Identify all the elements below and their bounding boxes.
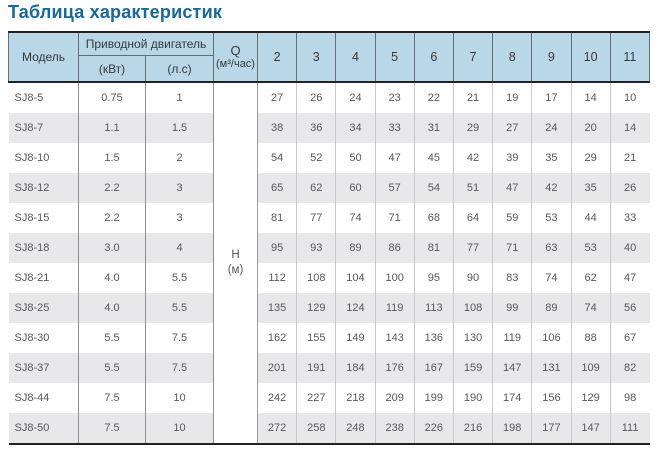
head-value-cell-q9: 17 <box>532 82 571 113</box>
hp-cell: 3 <box>146 203 214 233</box>
table-row-SJ8-7 <box>9 113 650 143</box>
head-value-cell-q3: 108 <box>297 263 336 293</box>
head-value-cell-q5: 23 <box>375 82 414 113</box>
kw-cell: 0.75 <box>79 82 146 113</box>
head-value-cell-q11: 82 <box>610 353 649 383</box>
model-cell: SJ8-25 <box>9 293 79 323</box>
head-value-cell-q10: 44 <box>571 203 610 233</box>
head-value-cell-q6: 226 <box>414 413 453 444</box>
table-header <box>9 32 650 82</box>
characteristics-table <box>8 31 650 445</box>
head-value-cell-q10: 20 <box>571 113 610 143</box>
head-value-cell-q6: 136 <box>414 323 453 353</box>
hp-cell: 4 <box>146 233 214 263</box>
head-value-cell-q11: 111 <box>610 413 649 444</box>
head-value-cell-q6: 81 <box>414 233 453 263</box>
head-value-cell-q5: 47 <box>375 143 414 173</box>
head-value-cell-q4: 60 <box>336 173 375 203</box>
col-header-drive-motor: Приводной двигатель <box>79 32 214 56</box>
head-value-cell-q3: 77 <box>297 203 336 233</box>
head-value-cell-q2: 112 <box>258 263 297 293</box>
col-header-model: Модель <box>9 32 79 82</box>
head-value-cell-q6: 95 <box>414 263 453 293</box>
head-value-cell-q6: 45 <box>414 143 453 173</box>
head-unit: (м) <box>227 264 244 276</box>
kw-cell: 5.5 <box>79 323 146 353</box>
head-value-cell-q11: 33 <box>610 203 649 233</box>
hp-cell: 5.5 <box>146 263 214 293</box>
head-value-cell-q9: 156 <box>532 383 571 413</box>
head-value-cell-q2: 162 <box>258 323 297 353</box>
hp-cell: 1 <box>146 82 214 113</box>
head-value-cell-q9: 89 <box>532 293 571 323</box>
head-value-cell-q5: 86 <box>375 233 414 263</box>
head-value-cell-q6: 113 <box>414 293 453 323</box>
head-value-cell-q3: 36 <box>297 113 336 143</box>
hp-cell: 3 <box>146 173 214 203</box>
head-value-cell-q7: 51 <box>453 173 492 203</box>
head-value-cell-q8: 147 <box>493 353 532 383</box>
kw-cell: 4.0 <box>79 293 146 323</box>
col-header-flow-9: 9 <box>532 32 571 82</box>
head-value-cell-q2: 135 <box>258 293 297 323</box>
head-value-cell-q3: 191 <box>297 353 336 383</box>
head-value-cell-q4: 248 <box>336 413 375 444</box>
head-value-cell-q11: 40 <box>610 233 649 263</box>
head-value-cell-q4: 149 <box>336 323 375 353</box>
head-value-cell-q7: 21 <box>453 82 492 113</box>
model-cell: SJ8-37 <box>9 353 79 383</box>
table-row-SJ8-25 <box>9 293 650 323</box>
head-value-cell-q4: 50 <box>336 143 375 173</box>
head-value-cell-q5: 33 <box>375 113 414 143</box>
head-unit-cell <box>214 82 258 444</box>
head-value-cell-q4: 124 <box>336 293 375 323</box>
flow-symbol: Q <box>230 43 241 58</box>
kw-cell: 2.2 <box>79 203 146 233</box>
head-value-cell-q8: 174 <box>493 383 532 413</box>
head-value-cell-q10: 14 <box>571 82 610 113</box>
col-header-flow <box>214 32 258 82</box>
head-value-cell-q8: 47 <box>493 173 532 203</box>
head-value-cell-q3: 62 <box>297 173 336 203</box>
head-value-cell-q5: 119 <box>375 293 414 323</box>
table-row-SJ8-37 <box>9 353 650 383</box>
head-value-cell-q4: 104 <box>336 263 375 293</box>
head-value-cell-q6: 199 <box>414 383 453 413</box>
model-cell: SJ8-7 <box>9 113 79 143</box>
head-value-cell-q8: 39 <box>493 143 532 173</box>
col-header-flow-5: 5 <box>375 32 414 82</box>
model-cell: SJ8-50 <box>9 413 79 444</box>
table-row-SJ8-12 <box>9 173 650 203</box>
model-cell: SJ8-12 <box>9 173 79 203</box>
head-value-cell-q10: 109 <box>571 353 610 383</box>
head-value-cell-q4: 34 <box>336 113 375 143</box>
head-value-cell-q9: 106 <box>532 323 571 353</box>
table-row-SJ8-15 <box>9 203 650 233</box>
head-value-cell-q4: 74 <box>336 203 375 233</box>
head-value-cell-q8: 71 <box>493 233 532 263</box>
head-value-cell-q3: 52 <box>297 143 336 173</box>
model-cell: SJ8-44 <box>9 383 79 413</box>
hp-cell: 10 <box>146 383 214 413</box>
model-cell: SJ8-30 <box>9 323 79 353</box>
head-value-cell-q2: 27 <box>258 82 297 113</box>
head-value-cell-q2: 272 <box>258 413 297 444</box>
head-value-cell-q5: 100 <box>375 263 414 293</box>
head-value-cell-q6: 54 <box>414 173 453 203</box>
head-value-cell-q5: 143 <box>375 323 414 353</box>
head-value-cell-q9: 63 <box>532 233 571 263</box>
head-value-cell-q11: 21 <box>610 143 649 173</box>
kw-cell: 1.5 <box>79 143 146 173</box>
flow-unit: (м³/час) <box>216 58 255 70</box>
head-value-cell-q10: 29 <box>571 143 610 173</box>
head-value-cell-q7: 42 <box>453 143 492 173</box>
head-value-cell-q6: 167 <box>414 353 453 383</box>
head-value-cell-q10: 74 <box>571 293 610 323</box>
head-value-cell-q6: 22 <box>414 82 453 113</box>
head-value-cell-q10: 129 <box>571 383 610 413</box>
head-value-cell-q9: 131 <box>532 353 571 383</box>
head-value-cell-q11: 98 <box>610 383 649 413</box>
head-value-cell-q7: 190 <box>453 383 492 413</box>
kw-cell: 1.1 <box>79 113 146 143</box>
col-header-flow-6: 6 <box>414 32 453 82</box>
col-header-flow-10: 10 <box>571 32 610 82</box>
head-value-cell-q3: 26 <box>297 82 336 113</box>
head-value-cell-q3: 258 <box>297 413 336 444</box>
head-symbol: H <box>231 249 240 261</box>
kw-cell: 4.0 <box>79 263 146 293</box>
head-value-cell-q5: 238 <box>375 413 414 444</box>
head-value-cell-q7: 216 <box>453 413 492 444</box>
hp-cell: 1.5 <box>146 113 214 143</box>
table-row-SJ8-5 <box>9 82 650 113</box>
head-value-cell-q7: 64 <box>453 203 492 233</box>
head-value-cell-q2: 95 <box>258 233 297 263</box>
table-row-SJ8-10 <box>9 143 650 173</box>
table-row-SJ8-44 <box>9 383 650 413</box>
head-value-cell-q2: 38 <box>258 113 297 143</box>
head-value-cell-q5: 209 <box>375 383 414 413</box>
head-value-cell-q8: 27 <box>493 113 532 143</box>
head-value-cell-q4: 24 <box>336 82 375 113</box>
head-value-cell-q7: 90 <box>453 263 492 293</box>
head-value-cell-q7: 108 <box>453 293 492 323</box>
head-value-cell-q8: 83 <box>493 263 532 293</box>
col-header-flow-3: 3 <box>297 32 336 82</box>
head-value-cell-q10: 62 <box>571 263 610 293</box>
kw-cell: 7.5 <box>79 413 146 444</box>
head-value-cell-q11: 67 <box>610 323 649 353</box>
head-value-cell-q8: 198 <box>493 413 532 444</box>
kw-cell: 7.5 <box>79 383 146 413</box>
head-value-cell-q7: 130 <box>453 323 492 353</box>
head-value-cell-q4: 218 <box>336 383 375 413</box>
col-header-flow-4: 4 <box>336 32 375 82</box>
model-cell: SJ8-21 <box>9 263 79 293</box>
head-value-cell-q3: 227 <box>297 383 336 413</box>
col-header-hp: (л.с) <box>146 56 214 83</box>
hp-cell: 10 <box>146 413 214 444</box>
head-value-cell-q10: 88 <box>571 323 610 353</box>
head-value-cell-q9: 24 <box>532 113 571 143</box>
head-value-cell-q6: 31 <box>414 113 453 143</box>
head-value-cell-q5: 176 <box>375 353 414 383</box>
head-value-cell-q3: 155 <box>297 323 336 353</box>
page-title: Таблица характеристик <box>8 2 223 22</box>
head-value-cell-q9: 35 <box>532 143 571 173</box>
head-value-cell-q8: 119 <box>493 323 532 353</box>
head-value-cell-q5: 71 <box>375 203 414 233</box>
head-value-cell-q9: 74 <box>532 263 571 293</box>
model-cell: SJ8-18 <box>9 233 79 263</box>
head-value-cell-q7: 29 <box>453 113 492 143</box>
head-value-cell-q9: 177 <box>532 413 571 444</box>
head-value-cell-q2: 201 <box>258 353 297 383</box>
head-value-cell-q7: 77 <box>453 233 492 263</box>
model-cell: SJ8-10 <box>9 143 79 173</box>
head-value-cell-q3: 129 <box>297 293 336 323</box>
head-value-cell-q9: 53 <box>532 203 571 233</box>
head-value-cell-q4: 89 <box>336 233 375 263</box>
head-value-cell-q7: 159 <box>453 353 492 383</box>
head-value-cell-q10: 53 <box>571 233 610 263</box>
head-value-cell-q5: 57 <box>375 173 414 203</box>
head-value-cell-q11: 26 <box>610 173 649 203</box>
col-header-flow-11: 11 <box>610 32 649 82</box>
head-value-cell-q3: 93 <box>297 233 336 263</box>
hp-cell: 2 <box>146 143 214 173</box>
head-value-cell-q8: 59 <box>493 203 532 233</box>
header-row-1 <box>9 32 650 56</box>
kw-cell: 3.0 <box>79 233 146 263</box>
col-header-flow-7: 7 <box>453 32 492 82</box>
head-value-cell-q8: 99 <box>493 293 532 323</box>
table-row-SJ8-21 <box>9 263 650 293</box>
kw-cell: 2.2 <box>79 173 146 203</box>
head-value-cell-q4: 184 <box>336 353 375 383</box>
table-body <box>9 82 650 444</box>
hp-cell: 7.5 <box>146 323 214 353</box>
col-header-kw: (кВт) <box>79 56 146 83</box>
head-value-cell-q11: 10 <box>610 82 649 113</box>
head-value-cell-q10: 147 <box>571 413 610 444</box>
col-header-flow-2: 2 <box>258 32 297 82</box>
table-row-SJ8-50 <box>9 413 650 444</box>
table-row-SJ8-18 <box>9 233 650 263</box>
head-value-cell-q2: 54 <box>258 143 297 173</box>
head-value-cell-q6: 68 <box>414 203 453 233</box>
head-value-cell-q2: 81 <box>258 203 297 233</box>
head-value-cell-q10: 35 <box>571 173 610 203</box>
head-value-cell-q11: 14 <box>610 113 649 143</box>
table-row-SJ8-30 <box>9 323 650 353</box>
kw-cell: 5.5 <box>79 353 146 383</box>
head-value-cell-q8: 19 <box>493 82 532 113</box>
head-value-cell-q11: 47 <box>610 263 649 293</box>
head-value-cell-q2: 242 <box>258 383 297 413</box>
head-value-cell-q2: 65 <box>258 173 297 203</box>
model-cell: SJ8-15 <box>9 203 79 233</box>
head-value-cell-q9: 42 <box>532 173 571 203</box>
hp-cell: 5.5 <box>146 293 214 323</box>
model-cell: SJ8-5 <box>9 82 79 113</box>
hp-cell: 7.5 <box>146 353 214 383</box>
head-value-cell-q11: 56 <box>610 293 649 323</box>
col-header-flow-8: 8 <box>493 32 532 82</box>
